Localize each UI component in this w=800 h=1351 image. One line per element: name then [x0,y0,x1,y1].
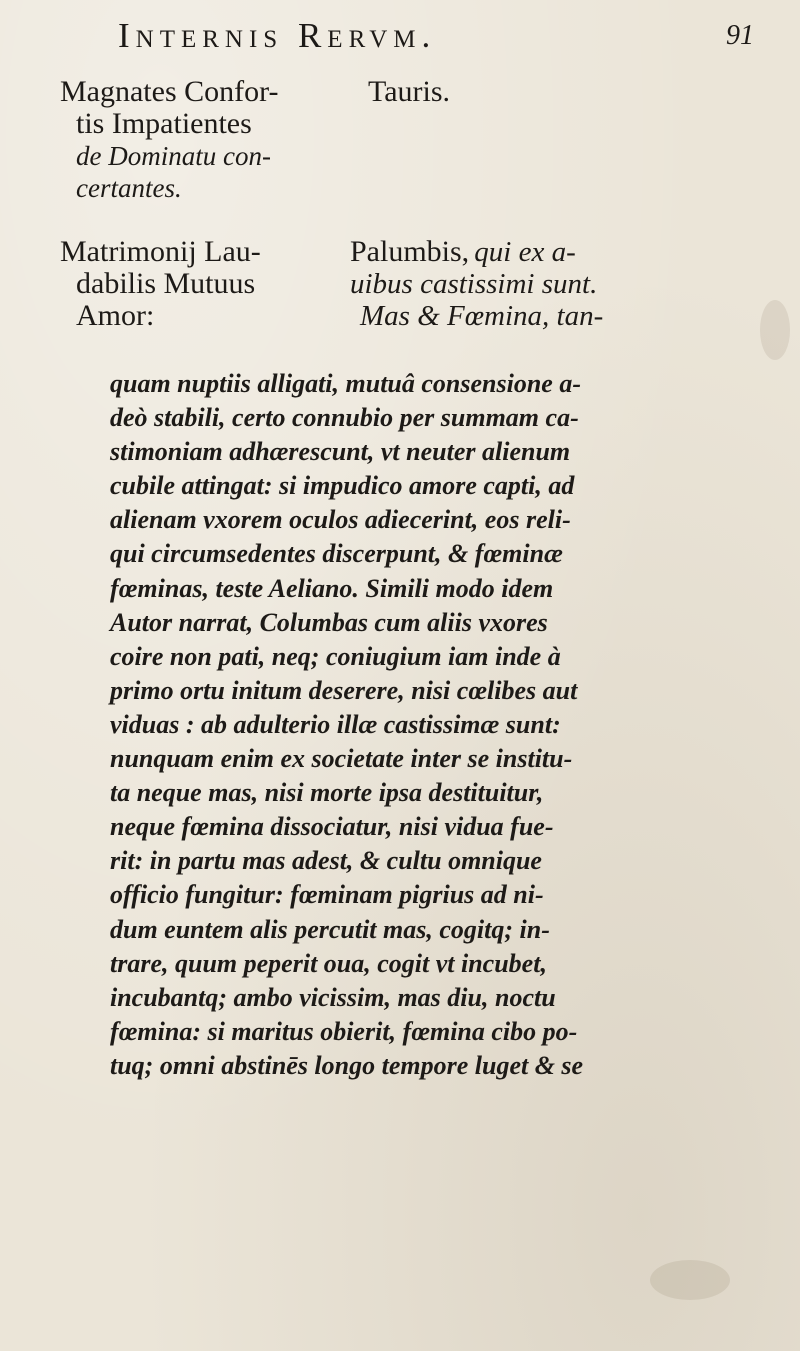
entry-heading [60,76,350,204]
text-line: fœmina: si maritus obierit, fœmina cibo po- [110,1016,578,1046]
entry-heading [60,236,350,332]
entry-reference-line: uibus castissimi sunt. [350,268,598,300]
entry-reference-italic: qui ex a- [474,236,576,268]
entry-heading-line: Amor: [76,299,155,332]
text-line: Autor narrat, Columbas cum aliis vxores [110,607,548,637]
text-line: alienam vxorem oculos adiecerint, eos reli- [110,505,571,535]
text-line: cubile attingat: si impudico amore capti, ad [110,471,575,501]
page-number: 91 [726,20,754,51]
text-line: trare, quum peperit oua, cogit vt incubet, [110,948,547,978]
entry-reference-word: Palumbis, [350,235,470,268]
running-header [118,16,758,66]
text-line: ta neque mas, nisi morte ipsa destituitur, [110,778,544,808]
entry-subheading-line: certantes. [76,173,182,203]
entry-reference-line: Mas & Fœmina, tan- [360,300,604,332]
text-line: coire non pati, neq; coniugium iam inde à [110,641,561,671]
paper-stain [760,300,790,360]
text-line: viduas : ab adulterio illæ castissimæ sunt: [110,709,561,739]
entry-reference-word: Tauris. [368,75,451,108]
text-line: officio fungitur: fœminam pigrius ad ni- [110,880,544,910]
text-line: incubantq; ambo vicissim, mas diu, noctu [110,982,556,1012]
text-line: quam nuptiis alligati, mutuâ consensione a- [110,369,581,398]
entry-heading-line: tis Impatientes [76,107,252,140]
entry-heading-line: Magnates Confor- [60,75,279,108]
running-title: Internis Rervm. [118,16,437,55]
entry-reference [368,76,768,108]
text-line: qui circumsedentes discerpunt, & fœminæ [110,539,563,569]
entry-heading-line: dabilis Mutuus [76,267,256,300]
text-line: stimoniam adhærescunt, vt neuter alienum [110,437,571,467]
entry-subheading-line: de Dominatu con- [76,141,271,171]
text-line: nunquam enim ex societate inter se institu- [110,744,573,774]
text-line: rit: in partu mas adest, & cultu omnique [110,846,542,876]
text-line: primo ortu initum deserere, nisi cœlibes aut [110,675,578,705]
body-text [110,367,770,1083]
text-line: neque fœmina dissociatur, nisi vidua fue- [110,812,554,842]
paper-stain [650,1260,730,1300]
text-line: deò stabili, certo connubio per summam ca- [110,403,579,433]
text-line: fœminas, teste Aeliano. Simili modo idem [110,573,554,603]
entry-reference [350,236,750,332]
text-line: dum euntem alis percutit mas, cogitq; in- [110,914,550,944]
entry-heading-line: Matrimonij Lau- [60,235,261,268]
text-line: tuq; omni abstinēs longo tempore luget & se [110,1050,584,1080]
